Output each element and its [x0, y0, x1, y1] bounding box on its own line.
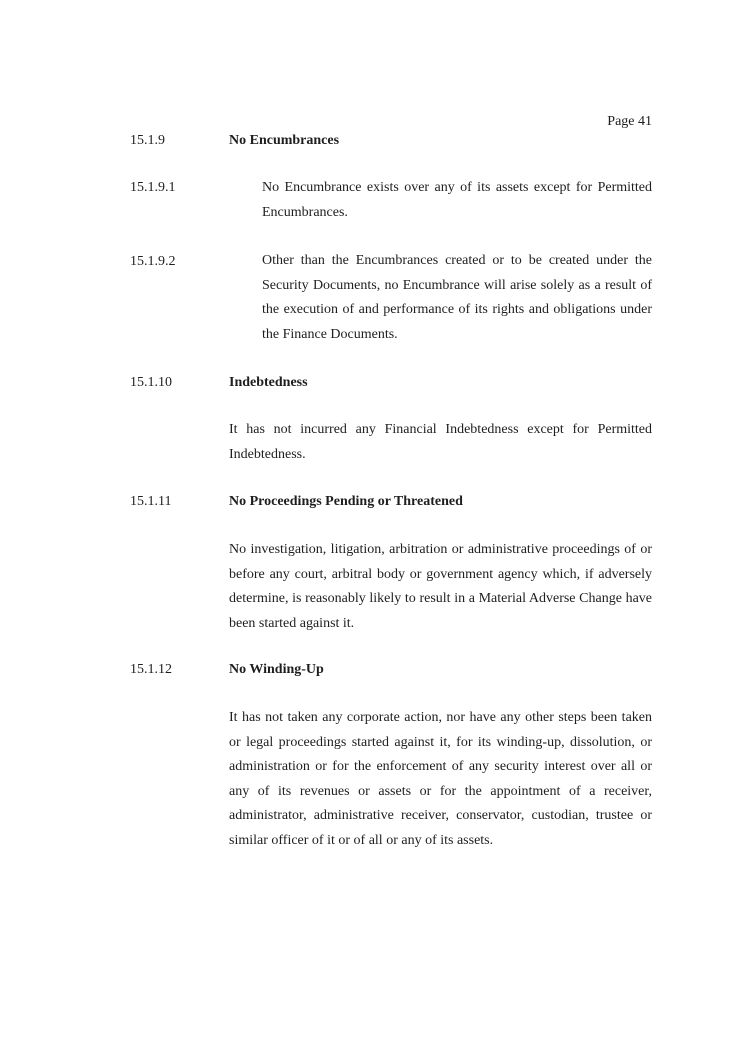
clause-number: 15.1.9 [130, 133, 165, 148]
clause-heading: Indebtedness [229, 375, 308, 390]
page-number: Page 41 [607, 114, 652, 129]
clause-number: 15.1.10 [130, 375, 172, 390]
subclause-text: Other than the Encumbrances created or to be created under the Security Documents, no Encumbrance will arise solely as a result of the execution of and performance of its rights and obligations under the Finance Documents. [262, 253, 652, 342]
clause-number: 15.1.11 [130, 494, 172, 509]
clause-text: It has not taken any corporate action, nor have any other steps been taken or legal proceedings started against it, for its winding-up, dissolution, or administration or for the enforcement of any security interest over all or any of its revenues or assets or for the appointment of a receiver, administrator, administrative receiver, conservator, custodian, trustee or similar officer of it or of all or any of its assets. [229, 710, 652, 848]
subclause-text: No Encumbrance exists over any of its assets except for Permitted Encumbrances. [262, 180, 652, 220]
clause-heading: No Encumbrances [229, 133, 340, 148]
clause-text: No investigation, litigation, arbitration or administrative proceedings of or before any court, arbitral body or government agency which, if adversely determine, is reasonably likely to result in a Material Adverse Change have been started against it. [229, 542, 652, 631]
clause-text: It has not incurred any Financial Indebtedness except for Permitted Indebtedness. [229, 422, 652, 462]
subclause-number: 15.1.9.1 [130, 180, 176, 195]
clause-heading: No Winding-Up [229, 662, 324, 677]
subclause-number: 15.1.9.2 [130, 254, 176, 269]
clause-number: 15.1.12 [130, 662, 172, 677]
clause-heading: No Proceedings Pending or Threatened [229, 494, 463, 509]
